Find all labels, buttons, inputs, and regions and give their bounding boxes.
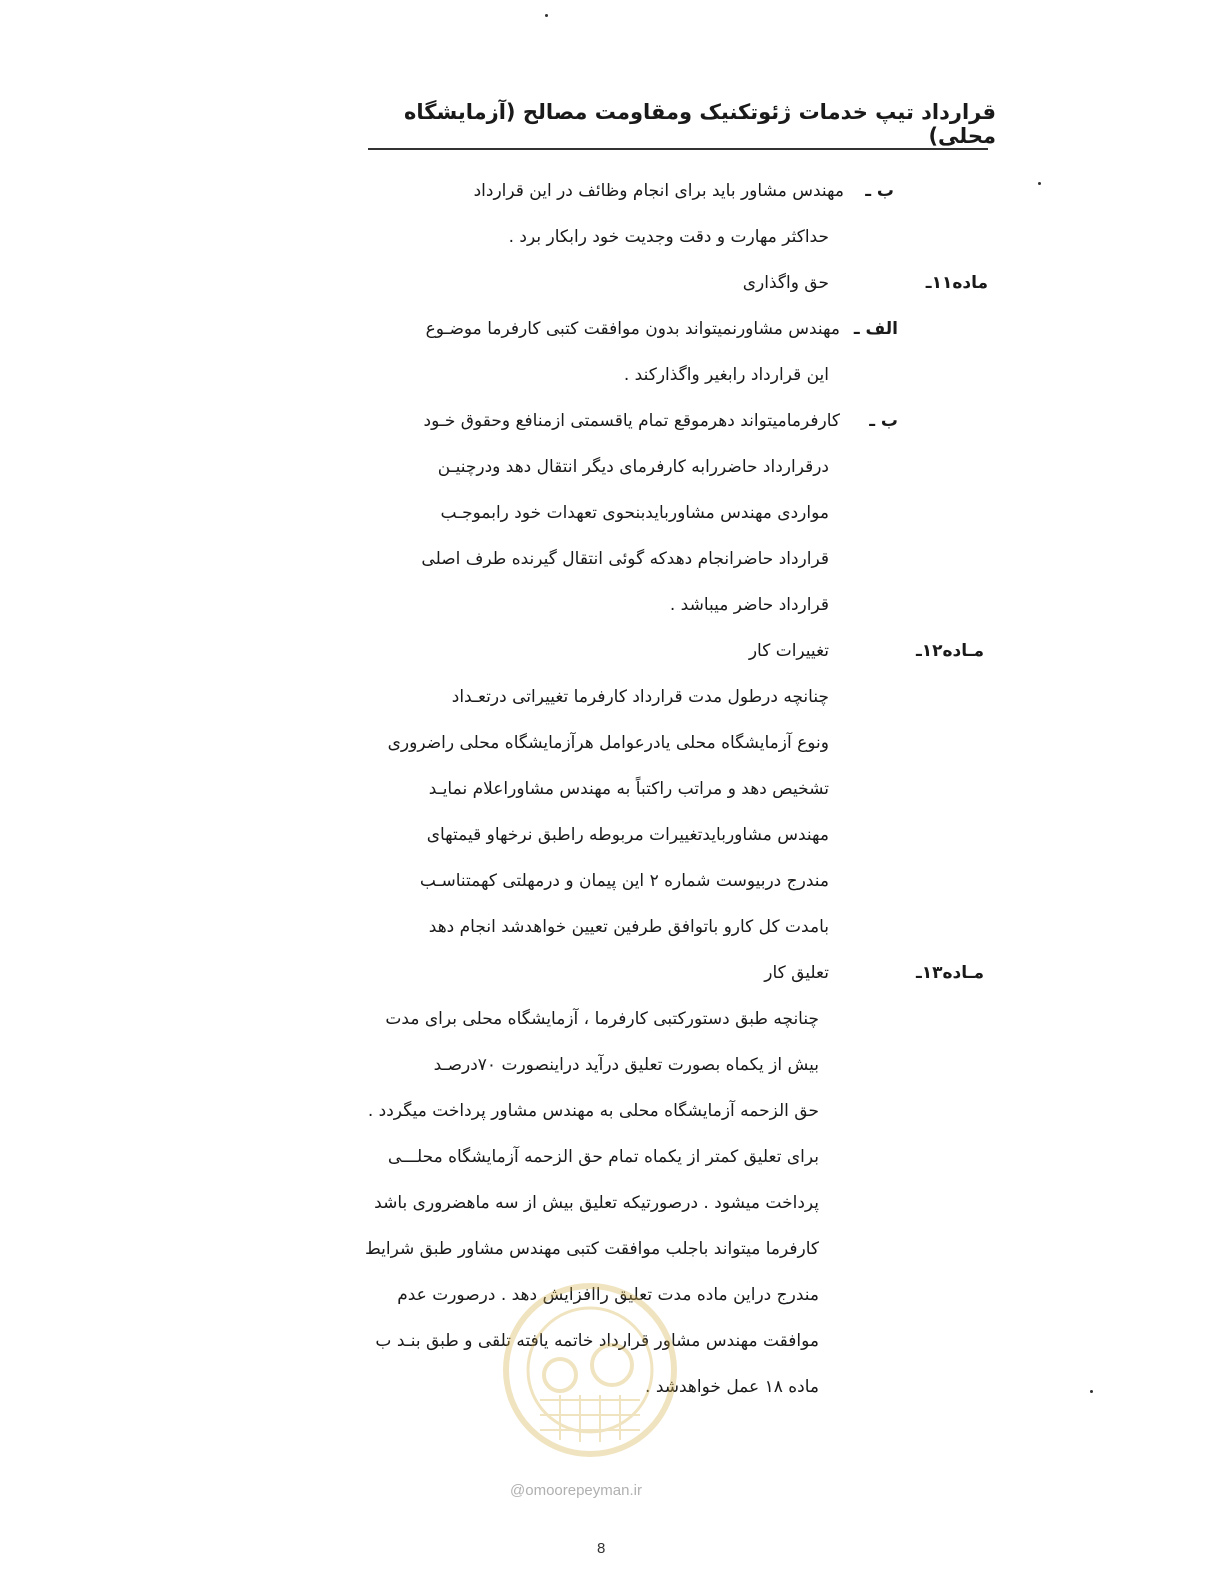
article-11-a-line-2: این قرارداد رابغیر واگذارکند . (623, 365, 829, 385)
article-12-line-4: مهندس مشاوربایدتغییرات مربوطه راطبق نرخهاو قیمتهای (426, 825, 829, 845)
article-13-line-1: چنانچه طبق دستورکتبی کارفرما ، آزمایشگاه محلی برای مدت (385, 1009, 819, 1029)
page-number: 8 (597, 1540, 606, 1557)
article-11-a-line-1: مهندس مشاورنمیتواند بدون موافقت کتبی کارفرما موضـوع (425, 319, 840, 339)
clause-b-line-2: حداکثر مهارت و دقت وجدیت خود رابکار برد . (508, 227, 829, 247)
article-11-b-line-1: کارفرمامیتواند دهرموقع تمام یاقسمتی ازمنافع وحقوق خـود (423, 411, 840, 431)
article-12-line-5: مندرج دربیوست شماره ۲ این پیمان و درمهلتی کهمتناسـب (419, 871, 829, 891)
scan-speck (1038, 182, 1041, 185)
watermark-url: @omoorepeyman.ir (510, 1482, 642, 1499)
article-13-line-6: کارفرما میتواند باجلب موافقت کتبی مهندس مشاور طبق شرایط (365, 1239, 819, 1259)
clause-b-label: ب ـ (865, 181, 894, 201)
article-13-line-4: برای تعلیق کمتر از یکماه تمام حق الزحمه آزمایشگاه محلـــی (387, 1147, 819, 1167)
article-13-label: مـاده۱۳ـ (915, 963, 984, 983)
watermark-seal-icon (500, 1280, 680, 1460)
header-underline (368, 148, 988, 150)
article-12-title: تغییرات کار (748, 641, 829, 661)
scan-speck (1090, 1390, 1093, 1393)
article-12-line-6: بامدت کل کارو باتوافق طرفین تعیین خواهدشد انجام دهد (428, 917, 829, 937)
article-12-line-3: تشخیص دهد و مراتب راکتباً به مهندس مشاوراعلام نمایـد (428, 779, 829, 799)
article-12-line-1: چنانچه درطول مدت قرارداد کارفرما تغییراتی درتعـداد (451, 687, 829, 707)
article-13-line-3: حق الزحمه آزمایشگاه محلی به مهندس مشاور پرداخت میگردد . (367, 1101, 819, 1121)
scan-speck (545, 14, 548, 17)
article-11-b-line-3: مواردی مهندس مشاوربایدبنحوی تعهدات خود رابموجـب (440, 503, 829, 523)
article-11-title: حق واگذاری (742, 273, 829, 293)
article-13-line-2: بیش از یکماه بصورت تعلیق درآید دراینصورت ۷۰درصـد (433, 1055, 819, 1075)
document-header: قرارداد تیپ خدمات ژئوتکنیک ومقاومت مصالح (آزمایشگاه محلی) (403, 100, 996, 148)
article-11-b-line-4: قرارداد حاضرانجام دهدکه گوئی انتقال گیرنده طرف اصلی (421, 549, 829, 569)
article-13-title: تعلیق کار (764, 963, 829, 983)
article-11-b-line-5: قرارداد حاضر میباشد . (669, 595, 829, 615)
clause-b-line-1: مهندس مشاور باید برای انجام وظائف در این قرارداد (473, 181, 844, 201)
article-11-b-line-2: درقرارداد حاضررابه کارفرمای دیگر انتقال دهد ودرچنیـن (437, 457, 829, 477)
article-11-a-label: الف ـ (853, 319, 898, 339)
article-13-line-7: مندرج دراین ماده مدت تعلیق راافزایش دهد . درصورت عدم (397, 1285, 819, 1305)
article-11-label: ماده۱۱ـ (925, 273, 988, 293)
article-12-label: مـاده۱۲ـ (915, 641, 984, 661)
article-13-line-9: ماده ۱۸ عمل خواهدشد . (645, 1377, 819, 1397)
article-13-line-8: موافقت مهندس مشاور قرارداد خاتمه یافته تلقی و طبق بنـد ب (375, 1331, 819, 1351)
article-12-line-2: ونوع آزمایشگاه محلی یادرعوامل هرآزمایشگاه محلی راضروری (387, 733, 829, 753)
article-11-b-label: ب ـ (869, 411, 898, 431)
article-13-line-5: پرداخت میشود . درصورتیکه تعلیق بیش از سه ماهضروری باشد (374, 1193, 819, 1213)
